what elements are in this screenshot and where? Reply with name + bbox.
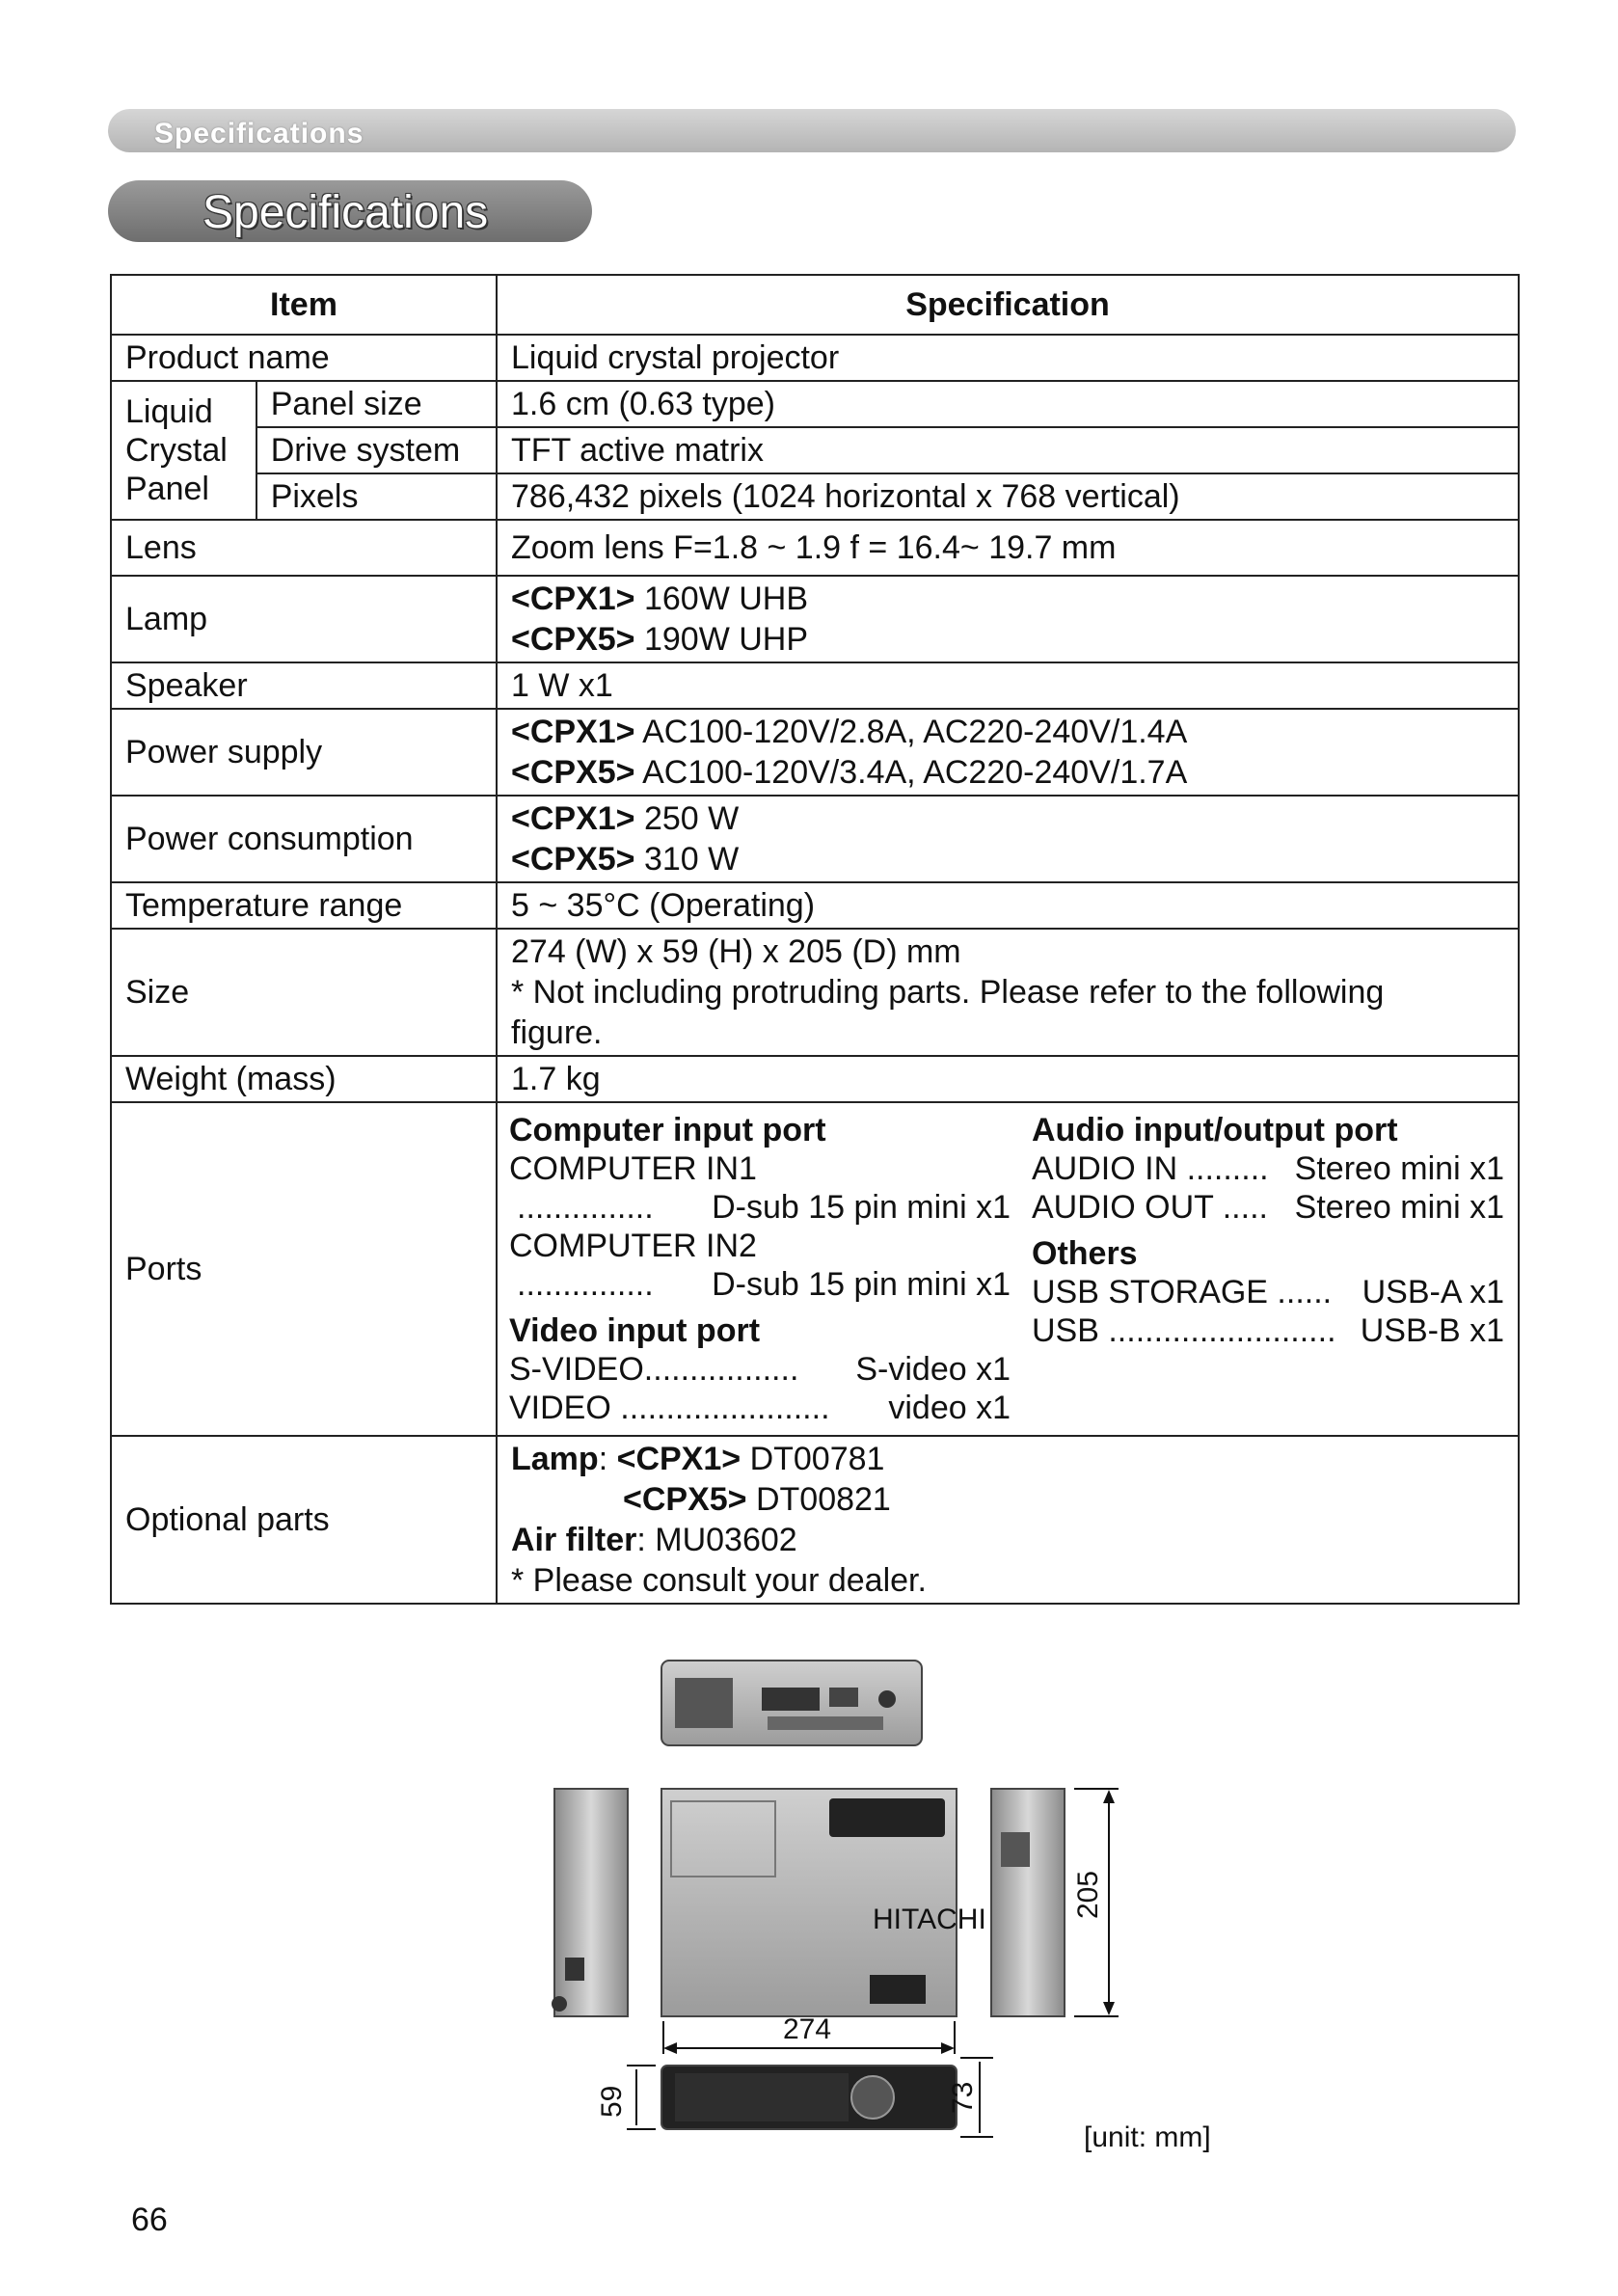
row-value: 1 W x1 — [497, 662, 1519, 709]
model-tag: <CPX5> — [511, 841, 635, 878]
row-label: Ports — [111, 1102, 497, 1436]
lamp-value: 160W UHB — [634, 581, 809, 617]
model-tag: <CPX5> — [511, 621, 635, 658]
port-heading: Video input port — [509, 1312, 761, 1349]
unit-label: [unit: mm] — [1084, 2121, 1211, 2153]
table-row — [111, 882, 1519, 929]
power-supply-value: AC100-120V/3.4A, AC220-240V/1.7A — [634, 754, 1188, 791]
port-item: USB STORAGE ...... USB-A x1 — [1032, 1274, 1504, 1310]
model-tag: <CPX5> — [623, 1481, 747, 1518]
projector-dimension-figure — [540, 1639, 1234, 2179]
page-number: 66 — [131, 2201, 168, 2238]
row-label: Temperature range — [111, 882, 497, 929]
depth-label: 205 — [1072, 1870, 1104, 1919]
row-sublabel: Pixels — [256, 473, 497, 520]
optional-lamp-value: DT00821 — [746, 1481, 891, 1518]
power-consumption-value: 250 W — [634, 800, 740, 837]
optional-filter-value: : MU03602 — [636, 1522, 797, 1558]
table-row — [111, 662, 1519, 709]
model-tag: <CPX1> — [511, 714, 635, 750]
section-banner — [108, 109, 1516, 152]
size-line: * Not including protruding parts. Please refer to the following — [511, 974, 1385, 1011]
page-title-pill — [108, 180, 592, 242]
table-row — [111, 576, 1519, 662]
specifications-table — [110, 274, 1520, 1605]
dimension-height — [596, 2066, 656, 2129]
row-sublabel: Panel size — [256, 381, 497, 427]
dimension-depth — [1072, 1789, 1119, 2016]
row-value: Liquid crystal projector — [497, 335, 1519, 381]
table-row — [111, 381, 1519, 427]
row-label: Size — [111, 929, 497, 1056]
header-item: Item — [111, 275, 497, 335]
port-item: USB ......................... USB-B x1 — [1032, 1312, 1504, 1349]
table-row — [111, 427, 1519, 473]
height-label: 59 — [596, 2085, 628, 2118]
power-consumption-value: 310 W — [634, 841, 740, 878]
row-value: Lamp: <CPX1> DT00781 <CPX5> DT00821 Air filter: MU03602 * Please consult your dealer. — [497, 1436, 1519, 1604]
row-value — [497, 796, 1519, 882]
page-title: Specifications — [202, 187, 489, 238]
table-row — [111, 520, 1519, 576]
optional-lamp-value: DT00781 — [741, 1441, 885, 1477]
port-heading: Others — [1032, 1235, 1138, 1272]
row-value: 786,432 pixels (1024 horizontal x 768 vertical) — [497, 473, 1519, 520]
height-total-label: 73 — [947, 2081, 979, 2114]
optional-filter-label: Air filter — [511, 1522, 637, 1558]
optional-lamp-label: Lamp — [511, 1441, 599, 1477]
projector-rear-view — [661, 1661, 922, 1745]
table-row — [111, 709, 1519, 796]
row-value: 1.7 kg — [497, 1056, 1519, 1102]
header-specification: Specification — [497, 275, 1519, 335]
port-item: AUDIO OUT ..... Stereo mini x1 — [1032, 1189, 1504, 1226]
port-item: S-VIDEO................. S-video x1 — [509, 1351, 1011, 1388]
row-label: Lens — [111, 520, 497, 576]
row-label: Speaker — [111, 662, 497, 709]
size-line: 274 (W) x 59 (H) x 205 (D) mm — [511, 933, 961, 970]
table-row — [111, 473, 1519, 520]
dimension-width — [663, 2013, 955, 2054]
table-row — [111, 335, 1519, 381]
row-label: Power consumption — [111, 796, 497, 882]
panel-label-line: Liquid — [125, 393, 213, 430]
row-value: TFT active matrix — [497, 427, 1519, 473]
row-label: Optional parts — [111, 1436, 497, 1604]
power-supply-value: AC100-120V/2.8A, AC220-240V/1.4A — [634, 714, 1188, 750]
model-tag: <CPX1> — [511, 800, 635, 837]
port-item: ............... D-sub 15 pin mini x1 — [517, 1266, 1011, 1303]
table-row — [111, 929, 1519, 1056]
port-item: ............... D-sub 15 pin mini x1 — [517, 1189, 1011, 1226]
port-heading: Audio input/output port — [1032, 1112, 1398, 1148]
row-label: Lamp — [111, 576, 497, 662]
table-row — [111, 1056, 1519, 1102]
port-item: AUDIO IN ......... Stereo mini x1 — [1032, 1150, 1504, 1187]
ports-right-column — [1032, 1111, 1504, 1427]
row-label: Power supply — [111, 709, 497, 796]
port-heading: Computer input port — [509, 1112, 826, 1148]
projector-right-side-view — [991, 1789, 1065, 2016]
ports-grid — [509, 1105, 1504, 1433]
panel-label — [111, 381, 256, 520]
row-label: Product name — [111, 335, 497, 381]
port-item: COMPUTER IN1 — [509, 1150, 757, 1187]
row-value: 5 ~ 35°C (Operating) — [497, 882, 1519, 929]
projector-left-side-view — [552, 1789, 628, 2016]
lamp-value: 190W UHP — [634, 621, 809, 658]
table-row — [111, 1102, 1519, 1436]
size-line: figure. — [511, 1014, 603, 1051]
section-banner-label: Specifications — [154, 118, 364, 149]
table-row — [111, 796, 1519, 882]
row-value: Zoom lens F=1.8 ~ 1.9 f = 16.4~ 19.7 mm — [497, 520, 1519, 576]
row-sublabel: Drive system — [256, 427, 497, 473]
width-label: 274 — [783, 2013, 832, 2045]
projector-top-view — [661, 1789, 986, 2016]
ports-left-column — [509, 1111, 1011, 1427]
table-header-row — [111, 275, 1519, 335]
row-value — [497, 576, 1519, 662]
row-value — [497, 1102, 1519, 1436]
model-tag: <CPX1> — [511, 581, 635, 617]
table-row — [111, 1436, 1519, 1604]
panel-label-line: Panel — [125, 471, 209, 507]
model-tag: <CPX1> — [616, 1441, 742, 1477]
row-value — [497, 929, 1519, 1056]
row-value — [497, 709, 1519, 796]
row-label: Weight (mass) — [111, 1056, 497, 1102]
row-value: 1.6 cm (0.63 type) — [497, 381, 1519, 427]
brand-text: HITACHI — [873, 1904, 986, 1935]
projector-front-view — [661, 2066, 957, 2129]
port-item: COMPUTER IN2 — [509, 1228, 757, 1264]
optional-note: * Please consult your dealer. — [511, 1562, 927, 1599]
model-tag: <CPX5> — [511, 754, 635, 791]
panel-label-line: Crystal — [125, 432, 228, 469]
port-item: VIDEO ....................... video x1 — [509, 1390, 1011, 1426]
